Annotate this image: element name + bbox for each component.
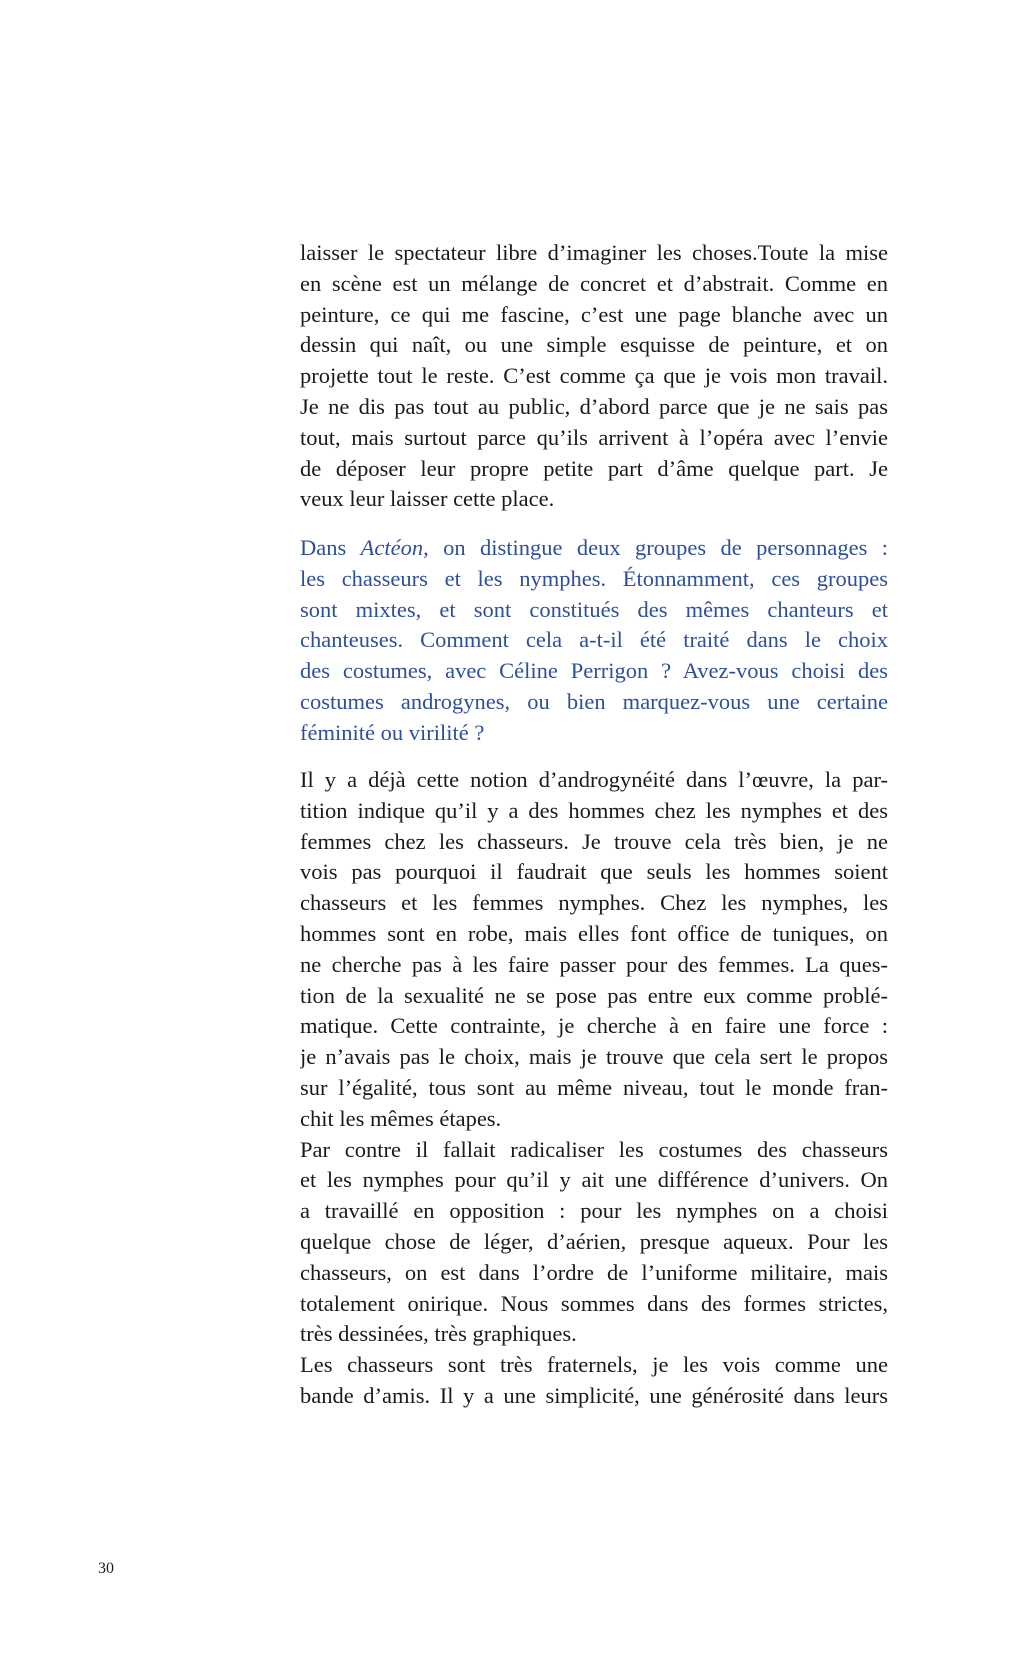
text-line: femmes chez les chasseurs. Je trouve cela très bien, je ne — [300, 828, 888, 854]
intro-paragraph — [300, 238, 888, 515]
text-line: laisser le spectateur libre d’imaginer les choses.Toute la mise — [300, 240, 888, 265]
text-line: hommes sont en robe, mais elles font office de tuniques, on — [300, 920, 888, 946]
text-line — [300, 533, 888, 564]
text-line: et les nymphes pour qu’il y ait une différence d’univers. On — [300, 1167, 888, 1193]
text-line: dessin qui naît, ou une simple esquisse de peinture, et on — [300, 332, 888, 358]
text-line: tout, mais surtout parce qu’ils arrivent à l’opéra avec l’envie — [300, 424, 888, 450]
interview-answer — [300, 765, 888, 1412]
text-line: chasseurs, on est dans l’ordre de l’uniforme militaire, mais — [300, 1259, 888, 1285]
text-line: de déposer leur propre petite part d’âme quelque part. Je — [300, 455, 888, 481]
text-line: vois pas pourquoi il faudrait que seuls les hommes soient — [300, 859, 888, 885]
text-line: matique. Cette contrainte, je cherche à en faire une force : — [300, 1013, 888, 1039]
opera-title: Actéon — [360, 535, 424, 560]
text-line: tition indique qu’il y a des hommes chez les nymphes et des — [300, 797, 888, 823]
text-line: Il y a déjà cette notion d’androgynéité dans l’œuvre, la par- — [300, 767, 888, 792]
text-line: Je ne dis pas tout au public, d’abord parce que je ne sais pas — [300, 393, 888, 419]
text-line: des costumes, avec Céline Perrigon ? Avez-vous choisi des — [300, 658, 888, 684]
text-line: féminité ou virilité ? — [300, 719, 485, 745]
text-line: bande d’amis. Il y a une simplicité, une générosité dans leurs — [300, 1382, 888, 1408]
page-number: 30 — [98, 1560, 114, 1577]
text-line: sont mixtes, et sont constitués des mêmes chanteurs et — [300, 596, 888, 622]
interview-question — [300, 533, 888, 749]
text-line: Les chasseurs sont très fraternels, je les vois comme une — [300, 1352, 888, 1378]
text-line: quelque chose de léger, d’aérien, presque aqueux. Pour les — [300, 1228, 888, 1254]
text-line: je n’avais pas le choix, mais je trouve que cela sert le propos — [300, 1044, 888, 1070]
text-line: Par contre il fallait radicaliser les costumes des chasseurs — [300, 1136, 888, 1162]
text-line: chit les mêmes étapes. — [300, 1105, 502, 1131]
text-line: très dessinées, très graphiques. — [300, 1321, 577, 1347]
question-text: Dans — [300, 535, 361, 560]
text-line: chasseurs et les femmes nymphes. Chez les nymphes, les — [300, 890, 888, 916]
text-line: costumes androgynes, ou bien marquez-vous une certaine — [300, 688, 888, 714]
text-line: totalement onirique. Nous sommes dans des formes strictes, — [300, 1290, 888, 1316]
question-text: , on distingue deux groupes de personnages : — [423, 535, 888, 560]
text-line: veux leur laisser cette place. — [300, 486, 555, 512]
text-line: ne cherche pas à les faire passer pour des femmes. La ques- — [300, 951, 888, 977]
text-line: les chasseurs et les nymphes. Étonnamment, ces groupes — [300, 565, 888, 591]
text-line: sur l’égalité, tous sont au même niveau, tout le monde fran- — [300, 1074, 888, 1100]
text-line: projette tout le reste. C’est comme ça que je vois mon travail. — [300, 363, 888, 389]
text-line: peinture, ce qui me fascine, c’est une page blanche avec un — [300, 301, 888, 327]
text-line: en scène est un mélange de concret et d’abstrait. Comme en — [300, 270, 888, 296]
text-line: tion de la sexualité ne se pose pas entre eux comme problé- — [300, 982, 888, 1008]
text-line: a travaillé en opposition : pour les nymphes on a choisi — [300, 1198, 888, 1224]
text-line: chanteuses. Comment cela a-t-il été traité dans le choix — [300, 627, 888, 653]
